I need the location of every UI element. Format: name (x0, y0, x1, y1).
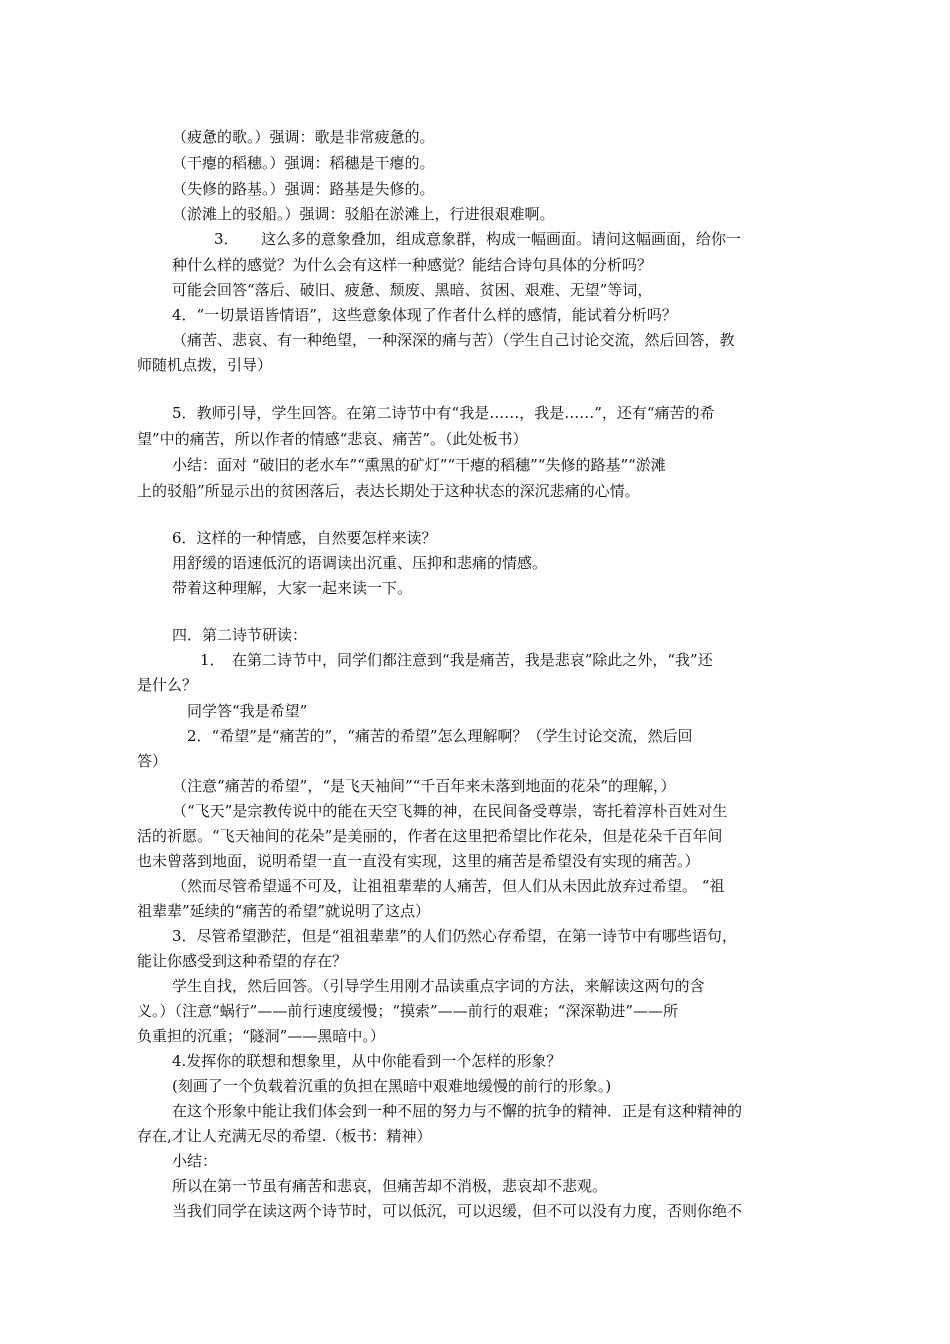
text-line: 小结： (172, 1152, 218, 1170)
text-line: 1． 在第二诗节中，同学们都注意到“我是痛苦，我是悲哀”除此之外，“我”还 (200, 651, 713, 669)
text-line: （淤滩上的驳船。）强调：驳船在淤滩上，行进很艰难啊。 (172, 205, 555, 223)
text-line: 师随机点拨，引导） (137, 356, 273, 374)
text-line: 2．“希望”是“痛苦的”，“痛苦的希望”怎么理解啊？（学生讨论交流，然后回 (187, 727, 693, 745)
text-line: 4.发挥你的联想和想象里，从中你能看到一个怎样的形象？ (172, 1052, 562, 1070)
text-line: 活的祈愿。“飞天袖间的花朵”是美丽的，作者在这里把希望比作花朵，但是花朵千百年间 (137, 827, 723, 845)
text-line: 同学答“我是希望” (187, 702, 308, 720)
text-line: 可能会回答“落后、破旧、疲惫、颓废、黑暗、贫困、艰难、无望”等词， (172, 281, 653, 299)
text-line: （“飞天”是宗教传说中的能在天空飞舞的神，在民间备受尊崇，寄托着淳朴百姓对生 (172, 802, 728, 820)
text-line: 种什么样的感觉？为什么会有这样一种感觉？能结合诗句具体的分析吗？ (172, 256, 653, 274)
text-line: 是什么？ (137, 676, 198, 694)
text-line: 小结：面对 “破旧的老水车”“熏黑的矿灯”“干瘪的稻穗”“失修的路基”“淤滩 (172, 456, 666, 474)
text-line: 所以在第一节虽有痛苦和悲哀，但痛苦却不消极，悲哀却不悲观。 (172, 1177, 608, 1195)
text-line: 3．尽管希望渺茫，但是“祖祖辈辈”的人们仍然心存希望，在第一诗节中有哪些语句， (172, 927, 737, 945)
text-line: 当我们同学在读这两个诗节时，可以低沉，可以迟缓，但不可以没有力度，否则你绝不 (172, 1202, 743, 1220)
text-line: 在这个形象中能让我们体会到一种不屈的努力与不懈的抗争的精神．正是有这种精神的 (172, 1102, 743, 1120)
text-line: （痛苦、悲哀、有一种绝望，一种深深的痛与苦）（学生自己讨论交流，然后回答，教 (172, 331, 735, 349)
text-line: 也未曾落到地面，说明希望一直一直没有实现，这里的痛苦是希望没有实现的痛苦。） (137, 852, 700, 870)
text-line: （注意“痛苦的希望”，“是飞天袖间”“千百年来未落到地面的花朵”的理解，） (172, 777, 676, 795)
text-line: 能让你感受到这种希望的存在？ (137, 952, 348, 970)
text-line: 存在,才让人充满无尽的希望.（板书：精神） (137, 1127, 432, 1145)
text-line: 学生自找，然后回答。（引导学生用刚才品读重点字词的方法，来解读这两句的含 (172, 977, 705, 995)
text-line: 带着这种理解，大家一起来读一下。 (172, 579, 413, 597)
text-line: 5．教师引导，学生回答。在第二诗节中有“我是……，我是……”，还有“痛苦的希 (172, 404, 715, 422)
text-line: 负重担的沉重；“隧洞”——黑暗中。） (137, 1027, 385, 1045)
text-line: 义。）（注意“蜗行”——前行速度缓慢；“摸索”——前行的艰难；“深深勒进”——所 (137, 1002, 679, 1020)
text-line: （然而尽管希望遥不可及，让祖祖辈辈的人痛苦，但人们从未因此放弃过希望。 “祖 (172, 877, 725, 895)
text-line: 祖辈辈”延续的“痛苦的希望”就说明了这点） (137, 902, 431, 920)
section-heading: 四．第二诗节研读： (172, 626, 308, 644)
text-line: 6．这样的一种情感，自然要怎样来读？ (172, 529, 437, 547)
text-line: （疲惫的歌。）强调：歌是非常疲惫的。 (172, 128, 435, 146)
text-line: 4．“一切景语皆情语”，这些意象体现了作者什么样的感情，能试着分析吗？ (172, 306, 677, 324)
text-line: 3． 这么多的意象叠加，组成意象群，构成一幅画面。请问这幅画面，给你一 (214, 230, 742, 248)
text-line: (刻画了一个负载着沉重的负担在黑暗中艰难地缓慢的前行的形象。) (172, 1077, 612, 1095)
text-line: （干瘪的稻穗。）强调：稻穗是干瘪的。 (172, 154, 435, 172)
text-line: 用舒缓的语速低沉的语调读出沉重、压抑和悲痛的情感。 (172, 554, 548, 572)
text-line: （失修的路基。）强调：路基是失修的。 (172, 180, 435, 198)
text-line: 望”中的痛苦，所以作者的情感“悲哀、痛苦”。（此处板书） (137, 430, 528, 448)
text-line: 上的驳船”所显示出的贫困落后，表达长期处于这种状态的深沉悲痛的心情。 (137, 482, 640, 500)
text-line: 答） (137, 752, 168, 770)
